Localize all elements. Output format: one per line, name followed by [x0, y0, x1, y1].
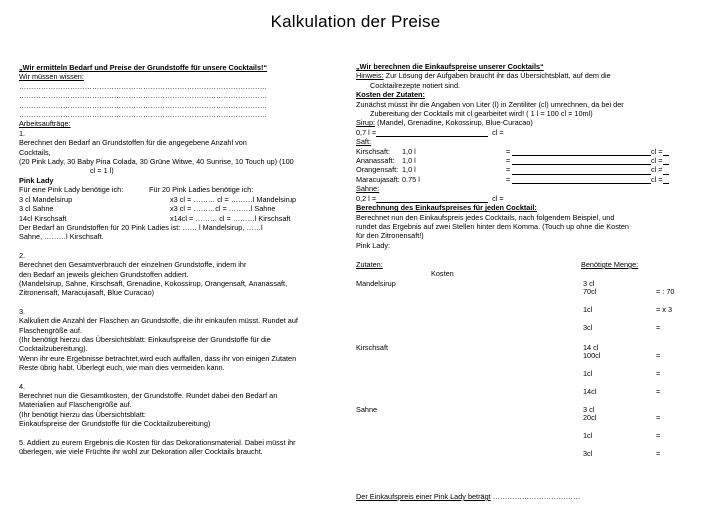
instruction-text: Berechnet nun den Einkaufspreis jedes Cocktails, nach folgendem Beispiel, und [356, 212, 615, 222]
task-text: Der Bedarf an Grundstoffen für 20 Pink Ladies ist: …… l Mandelsirup, ……l [19, 222, 263, 232]
intro-text: Zubereitung der Cocktails mit cl gearbeitet wird! ( 1 l = 100 cl = 10ml) [370, 109, 593, 119]
intro-text: Zunächst müsst ihr die Angaben von Liter (l) in Zentiliter (cl) umrechnen, da bei der [356, 99, 624, 109]
instruction-text: für den Zitronensaft!) [356, 231, 424, 241]
ingredient-name: Mandelsirup [356, 279, 396, 288]
hint-text: Hinweis: Zur Lösung der Aufgaben braucht ihr das Übersichtsblatt, auf dem die [356, 71, 611, 81]
quantity-cell: 100cl [583, 351, 601, 360]
saft-row: Orangensaft: 1,0 l = cl = [356, 165, 696, 174]
left-heading: „Wir ermitteln Bedarf und Preise der Grundstoffe für unsere Cocktails!“ [19, 63, 268, 72]
task-text: cl = 1 l) [90, 166, 114, 176]
left-column [19, 63, 341, 456]
quantity-cell: 20cl [583, 413, 597, 422]
quantity-cell: 14cl [583, 387, 597, 396]
task-text: Kalkuliert die Anzahl der Flaschen an Grundstoffe, die ihr einkaufen müsst. Rundet auf [19, 316, 298, 326]
hint-text: Cocktailrezepte notiert sind. [370, 80, 461, 90]
task-text: Wenn ihr eure Ergebnisse betrachtet,wird euch auffallen, dass ihr von einigen Zutaten [19, 353, 297, 363]
quantity-cell: 70cl [583, 287, 597, 296]
answer-blank [512, 175, 669, 184]
calc-row: 3 cl Sahne x3 cl = ………cl = ………l Sahne [19, 204, 276, 214]
task-text: Einkaufspreise der Grundstoffe für die Cocktailzubereitung) [19, 419, 211, 429]
task-text: Materialien auf Flaschengröße auf. [19, 400, 132, 410]
cost-cell: = [656, 369, 661, 378]
answer-blank [376, 128, 488, 137]
cost-cell: = [656, 431, 661, 440]
one-drink-label: Für eine Pink Lady benötige ich: [19, 185, 124, 195]
task-text: Berechnet nun die Gesamtkosten, der Grundstoffe. Rundet dabei den Bedarf an [19, 391, 278, 400]
menge-header: Benötigte Menge: [581, 260, 639, 269]
task-number: 1. [19, 128, 26, 138]
ingredient-name: Sahne [356, 405, 378, 414]
task-number: 2. [19, 250, 26, 260]
answer-blank [376, 194, 488, 203]
right-column [356, 62, 696, 250]
ingredient-name: Kirschsaft [356, 343, 389, 352]
task-text: Flaschengröße auf. [19, 325, 82, 335]
cost-cell: = [656, 323, 661, 332]
task-text: Reste übrig habt. Überlegt euch, wie man dies vermeiden kann. [19, 363, 225, 373]
quantity-cell: 3 cl [583, 279, 595, 288]
wissen-label: Wir müssen wissen: [19, 72, 84, 82]
answer-blank [512, 165, 669, 174]
task-text: Cocktailzubereitung). [19, 344, 88, 354]
quantity-cell: 14 cl [583, 343, 599, 352]
sahne-row: 0,2 l = cl = [356, 193, 504, 203]
saft-row: Kirschsaft: 1,0 l = cl = [356, 147, 696, 156]
twenty-drinks-label: Für 20 Pink Ladies benötige ich: [149, 185, 254, 195]
cost-cell: = : 70 [656, 287, 675, 296]
answer-line: ………………………………………………………………………………………… [19, 91, 268, 101]
quantity-cell: 3cl [583, 323, 593, 332]
cost-cell: = [656, 413, 661, 422]
quantity-cell: 1cl [583, 369, 593, 378]
kosten-header: Kosten [431, 269, 454, 278]
berechnung-heading: Berechnung des Einkaufspreises für jeden Cocktail: [356, 203, 537, 213]
auftraege-label: Arbeitsaufträge: [19, 119, 71, 129]
footer-text: Der Einkaufspreis einer Pink Lady beträgt ……………………………… [356, 492, 581, 501]
page-title: Kalkulation der Preise [270, 12, 441, 31]
task-text: überlegen, wie viele Früchte ihr wohl zur Dekoration aller Cocktails braucht. [19, 447, 263, 457]
cost-cell: = [656, 387, 661, 396]
saft-row: Ananassaft: 1,0 l = cl = [356, 156, 696, 165]
cost-cell: = x 3 [656, 305, 673, 314]
task-text: (Ihr benötigt hierzu das Übersichtsblatt: Einkaufspreise der Grundstoffe für die [19, 334, 271, 344]
task-text: (20 Pink Lady, 30 Baby Pina Colada, 30 Grüne Witwe, 40 Sunrise, 10 Touch up) (100 [19, 157, 294, 167]
saft-label: Saft: [356, 137, 372, 147]
answer-line: ………………………………………………………………………………………… [19, 100, 268, 110]
task-number: 3. [19, 306, 26, 316]
cost-cell: = [656, 351, 661, 360]
sirup-row: 0,7 l = cl = [356, 127, 504, 137]
saft-row: Maracujasaft: 0.75 l = cl = [356, 175, 696, 184]
quantity-cell: 1cl [583, 431, 593, 440]
sirup-label: Sirup: (Mandel, Grenadine, Kokossirup, Blue-Curacao) [356, 118, 533, 128]
right-heading: „Wir berechnen die Einkaufspreise unserer Cocktails“ [356, 62, 544, 71]
task-text: Cocktails, [19, 147, 51, 157]
task-text: (Mandelsirup, Sahne, Kirschsaft, Grenadine, Kokossirup, Orangensaft, Ananassaft, [19, 278, 288, 288]
task-text: 5. Addiert zu eurem Ergebnis die Kosten für das Dekorationsmaterial. Dabei müsst ihr [19, 437, 296, 447]
task-text: Sahne, ………l Kirschsaft. [19, 232, 104, 242]
task-text: Zitronensaft, Maracujasaft, Blue Curacao) [19, 288, 155, 298]
task-text: Berechnet den Bedarf an Grundstoffen für die angegebene Anzahl von [19, 138, 247, 148]
pink-lady-heading: Pink Lady [19, 175, 54, 185]
sahne-label: Sahne: [356, 184, 380, 194]
zutaten-header: Zutaten: [356, 260, 383, 269]
saft-table [356, 147, 696, 185]
task-text: den Bedarf an jeweils gleichen Grundstoffen addiert. [19, 269, 189, 279]
kosten-heading: Kosten der Zutaten: [356, 90, 425, 100]
quantity-cell: 1cl [583, 305, 593, 314]
calc-row: 3 cl Mandelsirup x3 cl = ……… cl = ………l Mandelsirup [19, 194, 297, 204]
task-number: 4. [19, 381, 26, 391]
answer-blank [512, 156, 669, 165]
quantity-cell: 3cl [583, 449, 593, 458]
calc-header-row [19, 185, 341, 194]
answer-blank [512, 147, 669, 156]
cost-cell: = [656, 449, 661, 458]
instruction-text: rundet das Ergebnis auf zwei Stellen hinter dem Komma. (Touch up ohne die Kosten [356, 221, 629, 231]
answer-line: ………………………………………………………………………………………… [19, 81, 268, 91]
task-text: Berechnet den Gesamtverbrauch der einzelnen Grundstoffe, indem ihr [19, 260, 247, 270]
pink-lady-label: Pink Lady: [356, 240, 391, 250]
calc-row: 14cl Kirschsaft x14cl = ……… cl = ………l Kirschsaft [19, 213, 291, 223]
answer-line: ………………………………………………………………………………………… [19, 110, 268, 120]
task-text: (Ihr benötigt hierzu das Übersichtsblatt: [19, 409, 146, 419]
quantity-cell: 3 cl [583, 405, 595, 414]
